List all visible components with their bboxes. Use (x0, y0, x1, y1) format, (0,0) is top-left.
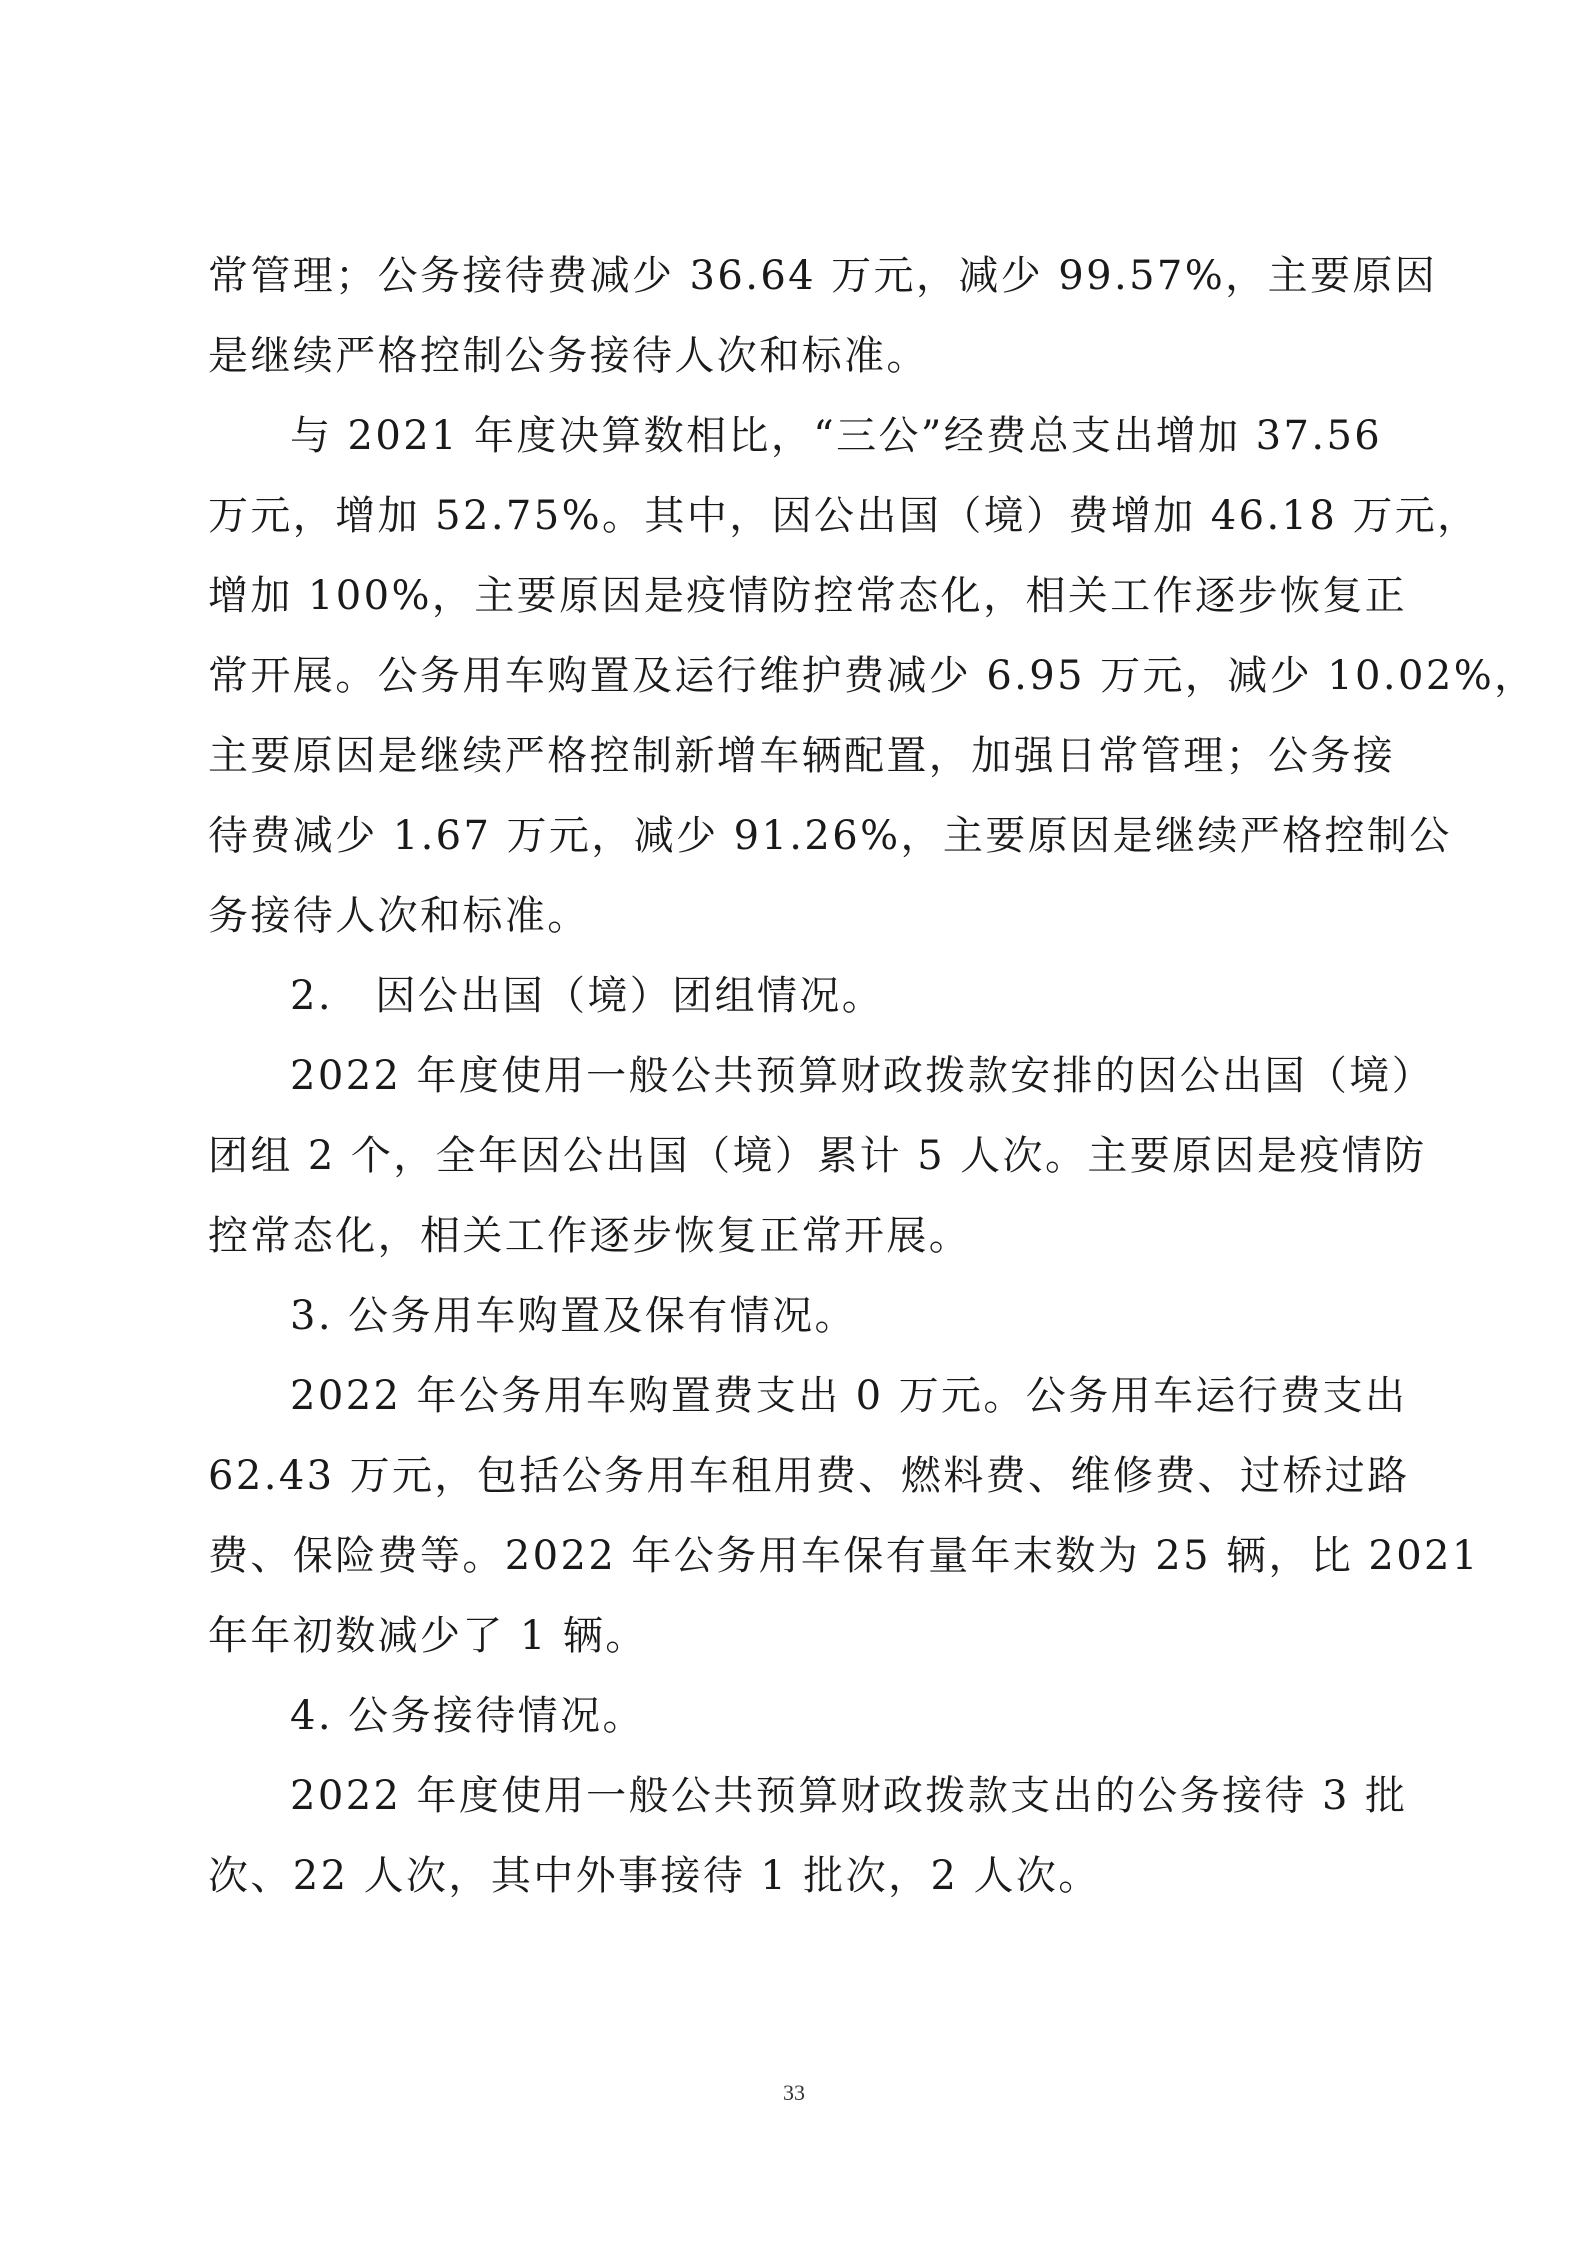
page-number: 33 (783, 2080, 805, 2105)
text-line: 费、保险费等。2022 年公务用车保有量年末数为 25 辆，比 2021 (208, 1533, 1480, 1579)
text-line: 主要原因是继续严格控制新增车辆配置，加强日常管理；公务接 (208, 733, 1396, 779)
text-line: 控常态化，相关工作逐步恢复正常开展。 (208, 1213, 972, 1259)
paragraph-start: 与 2021 年度决算数相比，“三公”经费总支出增加 37.56 (290, 413, 1383, 459)
text-line: 增加 100%，主要原因是疫情防控常态化，相关工作逐步恢复正 (208, 573, 1408, 619)
text-line: 年年初数减少了 1 辆。 (208, 1613, 648, 1659)
text-line: 万元，增加 52.75%。其中，因公出国（境）费增加 46.18 万元， (208, 493, 1480, 539)
text-line: 团组 2 个，全年因公出国（境）累计 5 人次。主要原因是疫情防 (208, 1133, 1427, 1179)
paragraph-start: 2022 年公务用车购置费支出 0 万元。公务用车运行费支出 (290, 1373, 1408, 1419)
text-line: 待费减少 1.67 万元，减少 91.26%，主要原因是继续严格控制公 (208, 813, 1452, 859)
text-line: 次、22 人次，其中外事接待 1 批次，2 人次。 (208, 1853, 1101, 1899)
text-line: 常开展。公务用车购置及运行维护费减少 6.95 万元，减少 10.02%， (208, 653, 1537, 699)
text-line: 是继续严格控制公务接待人次和标准。 (208, 333, 929, 379)
section-heading: 4. 公务接待情况。 (290, 1693, 645, 1739)
section-heading: 3. 公务用车购置及保有情况。 (290, 1293, 857, 1339)
text-line: 务接待人次和标准。 (208, 893, 590, 939)
text-line: 常管理；公务接待费减少 36.64 万元，减少 99.57%，主要原因 (208, 253, 1438, 299)
paragraph-start: 2022 年度使用一般公共预算财政拨款安排的因公出国（境） (290, 1053, 1435, 1099)
text-line: 62.43 万元，包括公务用车租用费、燃料费、维修费、过桥过路 (208, 1453, 1410, 1499)
section-heading: 2. 因公出国（境）团组情况。 (290, 973, 885, 1019)
paragraph-start: 2022 年度使用一般公共预算财政拨款支出的公务接待 3 批 (290, 1773, 1408, 1819)
